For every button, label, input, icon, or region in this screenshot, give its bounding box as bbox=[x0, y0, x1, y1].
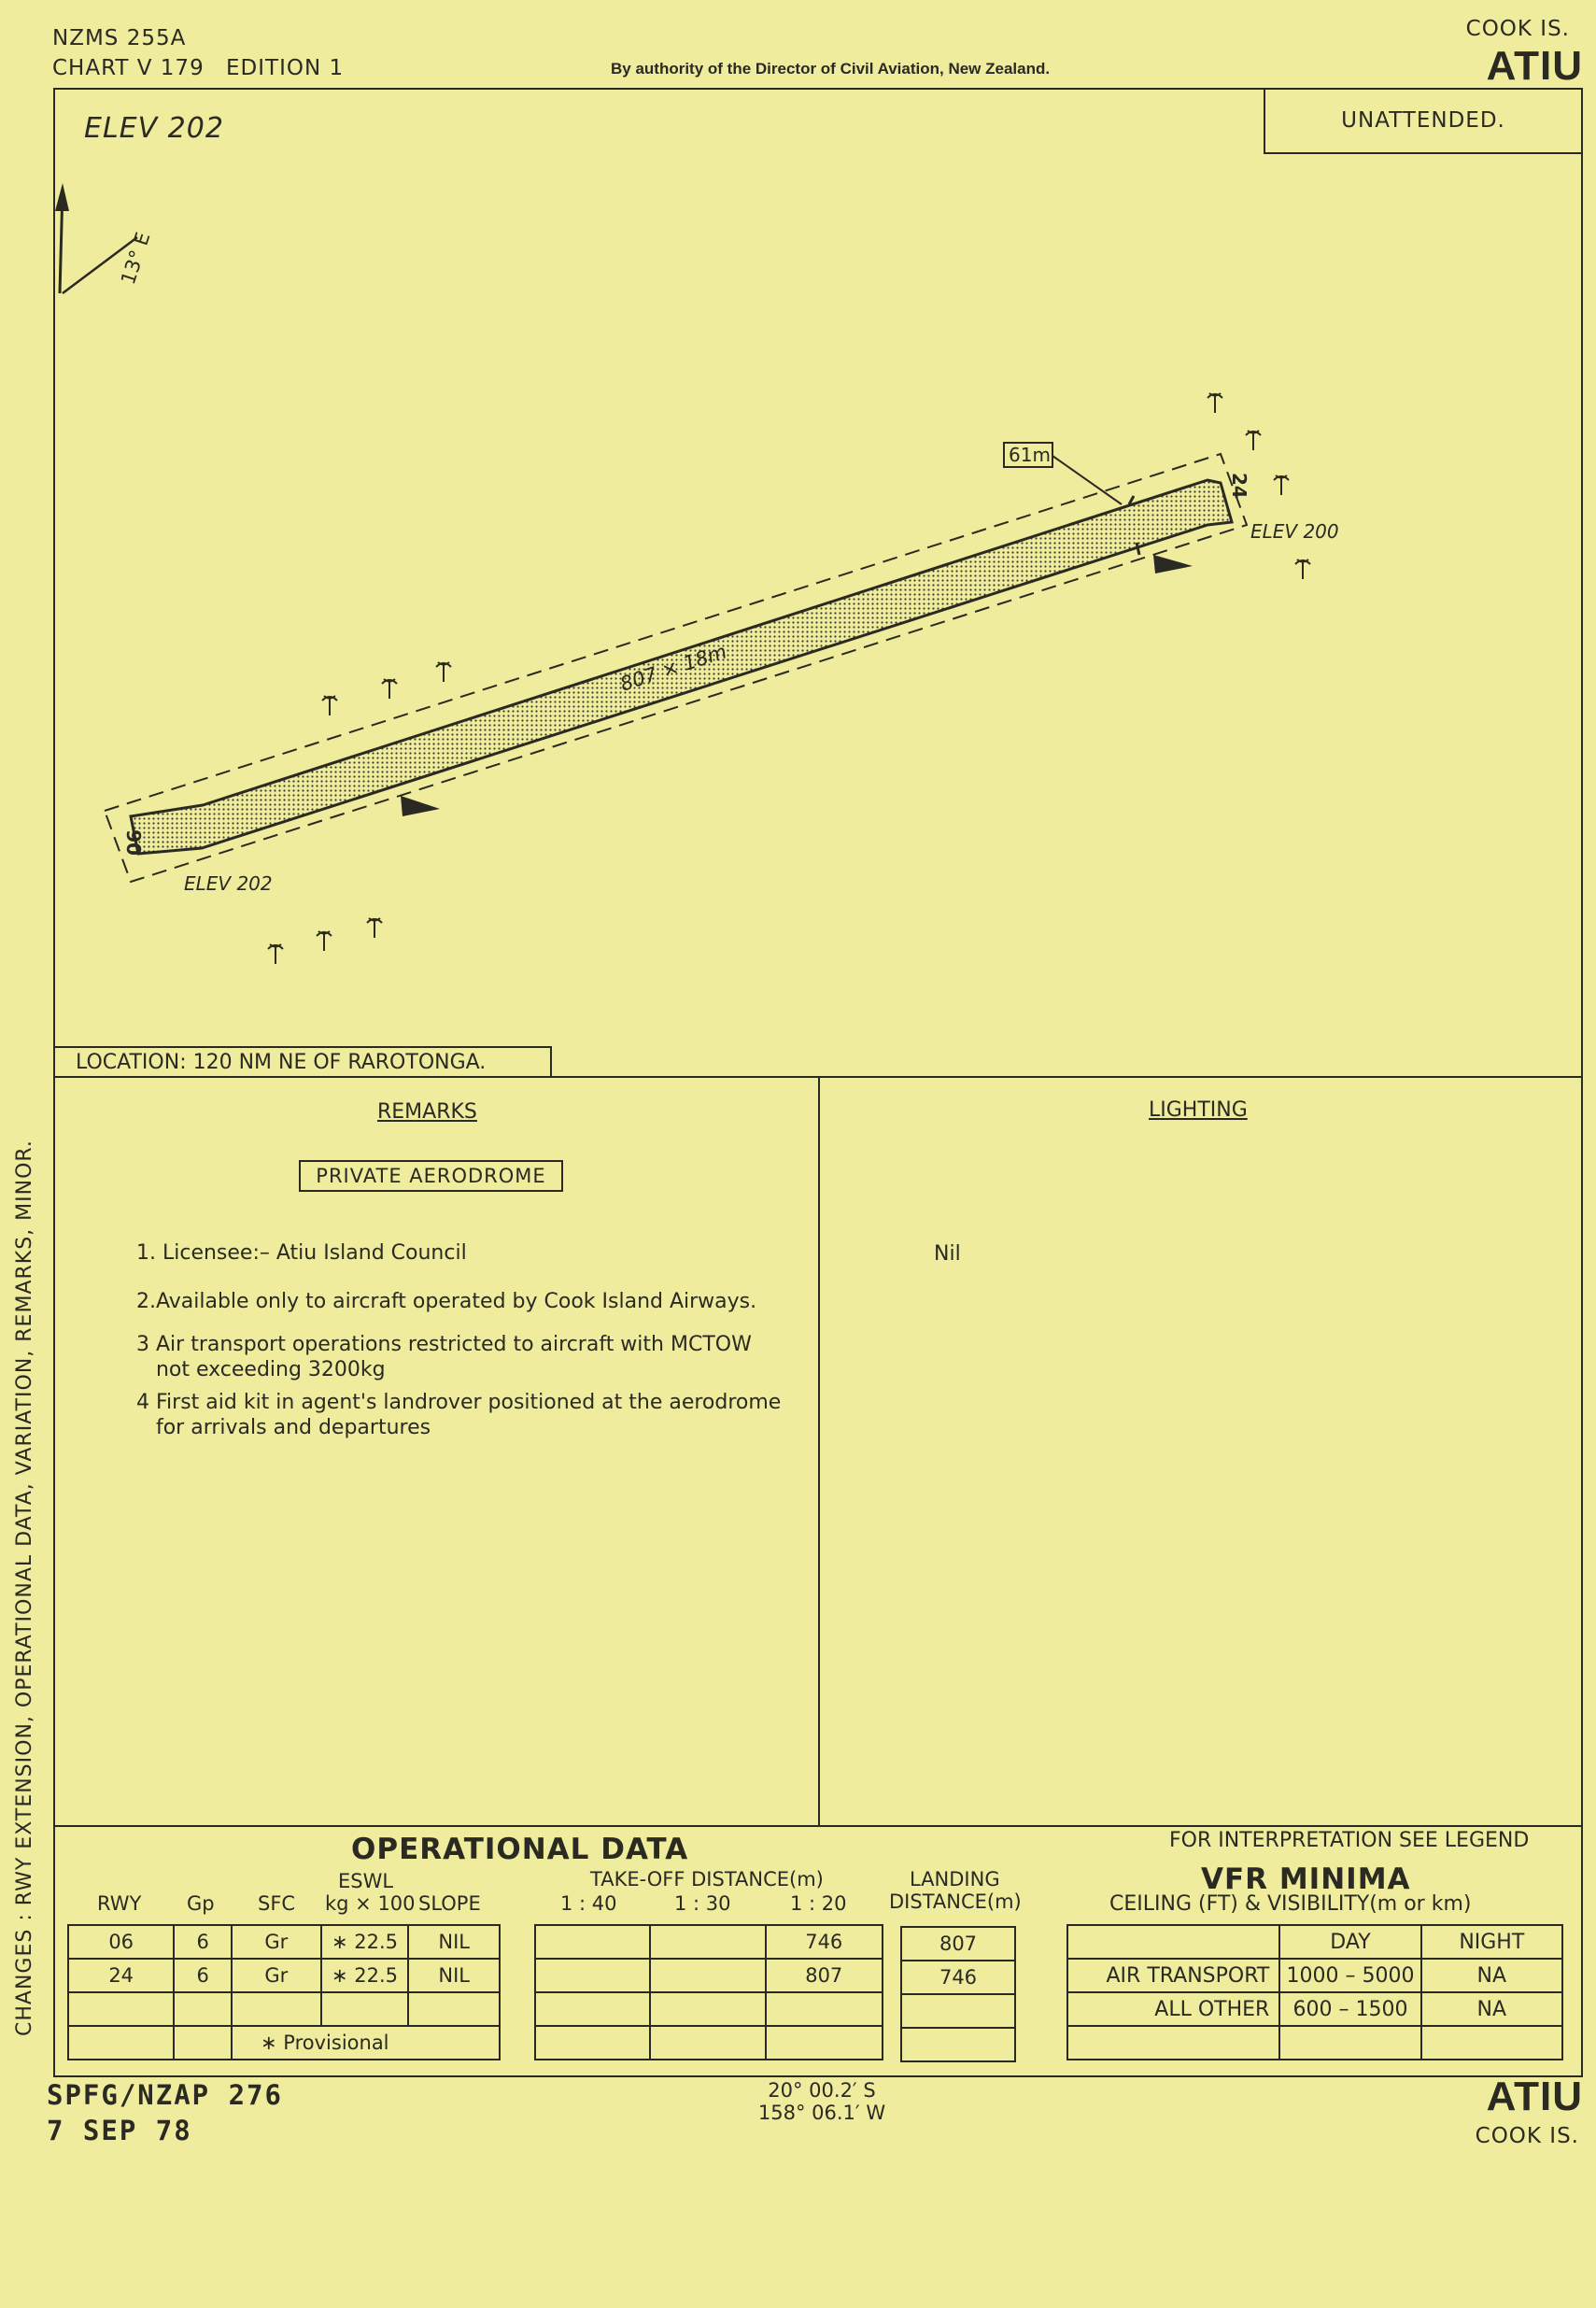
takeoff-06-20: 746 bbox=[766, 1925, 883, 1959]
table-row bbox=[901, 1961, 1015, 1994]
footer-longitude: 158° 06.1′ W bbox=[757, 2102, 886, 2124]
table-row bbox=[1067, 1959, 1562, 1992]
lighting-value: Nil bbox=[934, 1242, 961, 1266]
table-row bbox=[68, 1992, 500, 2026]
vfr-minima-title: VFR MINIMA bbox=[1201, 1862, 1411, 1896]
takeoff-24-40 bbox=[535, 1959, 650, 1992]
vfr-row-all-other: ALL OTHER bbox=[1067, 1992, 1279, 2026]
region-bottom: COOK IS. bbox=[1475, 2124, 1579, 2148]
table-row bbox=[901, 1927, 1015, 1961]
rwy-24-id: 24 bbox=[68, 1959, 174, 1992]
provisional-note: ∗ Provisional bbox=[232, 2026, 500, 2060]
strip-width-label: 61m bbox=[1009, 444, 1051, 466]
palm-tree-icon bbox=[1274, 475, 1289, 495]
chart-number: CHART V 179 bbox=[52, 56, 205, 80]
eswl-table bbox=[67, 1924, 501, 2060]
footer-code: SPFG/NZAP 276 bbox=[47, 2079, 283, 2111]
table-row bbox=[1067, 1925, 1562, 1959]
palm-tree-icon bbox=[322, 696, 337, 715]
aerodrome-diagram bbox=[53, 88, 1583, 1078]
runway-number-06: 06 bbox=[123, 829, 146, 856]
aerodrome-title-top: ATIU bbox=[1486, 43, 1583, 89]
vfr-all-other-day: 600 – 1500 bbox=[1279, 1992, 1420, 2026]
remarks-title: REMARKS bbox=[377, 1100, 477, 1124]
eswl-header: ESWL bbox=[338, 1870, 394, 1892]
palm-tree-icon bbox=[436, 662, 451, 682]
rwy-06-sfc: Gr bbox=[232, 1925, 321, 1959]
palm-tree-icon bbox=[367, 918, 382, 938]
vfr-row-air-transport: AIR TRANSPORT bbox=[1067, 1959, 1279, 1992]
remark-3: 3 Air transport operations restricted to aircraft with MCTOW not exceeding 3200kg bbox=[136, 1333, 752, 1381]
vfr-table bbox=[1066, 1924, 1563, 2060]
takeoff-arrow-24-icon bbox=[1153, 555, 1193, 573]
landing-table bbox=[900, 1926, 1016, 2062]
rwy-06-id: 06 bbox=[68, 1925, 174, 1959]
landing-header-2: DISTANCE(m) bbox=[889, 1890, 1022, 1913]
table-row bbox=[68, 1959, 500, 1992]
col-gp: Gp bbox=[187, 1892, 215, 1915]
region-top: COOK IS. bbox=[1465, 17, 1570, 41]
takeoff-table bbox=[534, 1924, 883, 2060]
authority-line: By authority of the Director of Civil Aviation, New Zealand. bbox=[611, 60, 1051, 78]
landing-06: 807 bbox=[901, 1927, 1015, 1961]
variation-label: 13° E bbox=[116, 229, 155, 288]
threshold-elevation-06: ELEV 202 bbox=[184, 872, 273, 895]
vfr-minima-subtitle: CEILING (FT) & VISIBILITY(m or km) bbox=[1109, 1892, 1472, 1916]
takeoff-06-30 bbox=[650, 1925, 765, 1959]
threshold-elevation-24: ELEV 200 bbox=[1250, 520, 1339, 543]
vfr-air-transport-night: NA bbox=[1421, 1959, 1562, 1992]
remark-2: 2.Available only to aircraft operated by Cook Island Airways. bbox=[136, 1290, 757, 1313]
lighting-title: LIGHTING bbox=[1149, 1098, 1248, 1122]
aerodrome-title-bottom: ATIU bbox=[1486, 2074, 1583, 2119]
changes-note: CHANGES : RWY EXTENSION, OPERATIONAL DATA, VARIATION, REMARKS, MINOR. bbox=[13, 1140, 36, 2036]
takeoff-24-20: 807 bbox=[766, 1959, 883, 1992]
rwy-06-slope: NIL bbox=[408, 1925, 500, 1959]
landing-24: 746 bbox=[901, 1961, 1015, 1994]
palm-tree-icon bbox=[1208, 393, 1222, 413]
rwy-24-sfc: Gr bbox=[232, 1959, 321, 1992]
rwy-24-slope: NIL bbox=[408, 1959, 500, 1992]
chart-edition: EDITION 1 bbox=[226, 56, 345, 80]
takeoff-header: TAKE-OFF DISTANCE(m) bbox=[590, 1868, 824, 1890]
takeoff-24-30 bbox=[650, 1959, 765, 1992]
status-label: UNATTENDED. bbox=[1341, 108, 1505, 133]
table-row bbox=[535, 1959, 883, 1992]
palm-tree-icon bbox=[317, 931, 332, 951]
table-row bbox=[68, 2026, 500, 2060]
takeoff-col-30: 1 : 30 bbox=[674, 1892, 731, 1915]
rwy-24-eswl: ∗ 22.5 bbox=[321, 1959, 409, 1992]
vfr-all-other-night: NA bbox=[1421, 1992, 1562, 2026]
table-row bbox=[535, 1925, 883, 1959]
col-kg: kg × 100 bbox=[325, 1892, 416, 1915]
palm-tree-icon bbox=[382, 679, 397, 699]
aerodrome-elevation: ELEV 202 bbox=[84, 112, 224, 145]
private-aerodrome-box bbox=[299, 1160, 563, 1192]
vfr-col-day: DAY bbox=[1279, 1925, 1420, 1959]
remark-1: 1. Licensee:– Atiu Island Council bbox=[136, 1241, 467, 1265]
rwy-24-gp: 6 bbox=[174, 1959, 232, 1992]
takeoff-arrow-06-icon bbox=[401, 796, 440, 816]
footer-date: 7 SEP 78 bbox=[47, 2115, 192, 2146]
takeoff-col-40: 1 : 40 bbox=[560, 1892, 617, 1915]
rwy-06-eswl: ∗ 22.5 bbox=[321, 1925, 409, 1959]
table-row bbox=[901, 1994, 1015, 2028]
col-slope: SLOPE bbox=[418, 1892, 481, 1915]
table-row bbox=[1067, 1992, 1562, 2026]
private-aerodrome-label: PRIVATE AERODROME bbox=[316, 1165, 546, 1187]
table-row bbox=[68, 1925, 500, 1959]
footer-latitude: 20° 00.2′ S bbox=[768, 2079, 876, 2102]
rwy-06-gp: 6 bbox=[174, 1925, 232, 1959]
palm-tree-icon bbox=[1246, 431, 1261, 450]
table-row bbox=[535, 1992, 883, 2026]
ops-divider bbox=[53, 1825, 1583, 1827]
takeoff-col-20: 1 : 20 bbox=[790, 1892, 847, 1915]
remark-4: 4 First aid kit in agent's landrover positioned at the aerodrome for arrivals and departures bbox=[136, 1391, 782, 1439]
vfr-col-night: NIGHT bbox=[1421, 1925, 1562, 1959]
chart-series: NZMS 255A bbox=[52, 26, 187, 50]
palm-tree-icon bbox=[268, 944, 283, 964]
location-label: LOCATION: 120 NM NE OF RAROTONGA. bbox=[76, 1051, 487, 1074]
vfr-air-transport-day: 1000 – 5000 bbox=[1279, 1959, 1420, 1992]
table-row bbox=[535, 2026, 883, 2060]
remarks-lighting-divider bbox=[818, 1076, 820, 1827]
table-row bbox=[1067, 2026, 1562, 2060]
palm-tree-icon bbox=[1295, 559, 1310, 579]
col-sfc: SFC bbox=[258, 1892, 296, 1915]
takeoff-06-40 bbox=[535, 1925, 650, 1959]
landing-header: LANDING bbox=[910, 1868, 1000, 1890]
legend-note: FOR INTERPRETATION SEE LEGEND bbox=[1169, 1829, 1530, 1852]
location-tab bbox=[53, 1046, 552, 1078]
runway-dimensions: 807 × 18m bbox=[617, 640, 729, 696]
table-row bbox=[901, 2028, 1015, 2061]
col-rwy: RWY bbox=[97, 1892, 142, 1915]
operational-data-title: OPERATIONAL DATA bbox=[351, 1833, 689, 1866]
runway-number-24: 24 bbox=[1228, 473, 1250, 499]
